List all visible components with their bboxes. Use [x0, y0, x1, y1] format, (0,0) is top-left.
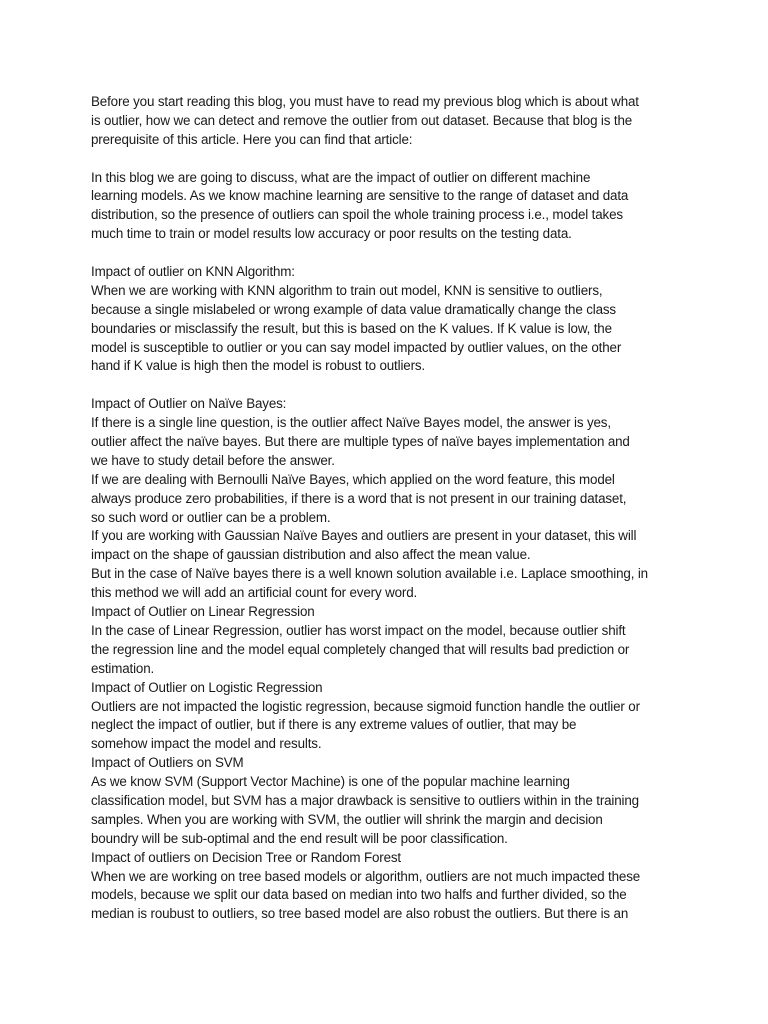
- text-line: Before you start reading this blog, you must have to read my previous blog which is about what: [91, 94, 639, 109]
- text-line: model is susceptible to outlier or you can say model impacted by outlier values, on the other: [91, 339, 622, 355]
- text-line: much time to train or model results low accuracy or poor results on the testing data.: [91, 226, 572, 242]
- text-line: somehow impact the model and results.: [91, 736, 322, 752]
- section-heading: Impact of outlier on KNN Algorithm:: [91, 264, 295, 280]
- text-line: learning models. As we know machine learning are sensitive to the range of dataset and data: [91, 188, 629, 204]
- text-line: When we are working on tree based models or algorithm, outliers are not much impacted these: [91, 868, 641, 884]
- text-line: models, because we split our data based on median into two halfs and further divided, so the: [91, 887, 627, 903]
- text-line: because a single mislabeled or wrong example of data value dramatically change the class: [91, 301, 616, 317]
- text-line: hand if K value is high then the model is robust to outliers.: [91, 358, 425, 374]
- text-line: is outlier, how we can detect and remove the outlier from out dataset. Because that blog is the: [91, 112, 633, 128]
- section-heading: Impact of Outlier on Logistic Regression: [91, 679, 323, 695]
- text-line: estimation.: [91, 660, 155, 676]
- text-line: In the case of Linear Regression, outlier has worst impact on the model, because outlier shift: [91, 622, 626, 638]
- text-line: we have to study detail before the answer.: [91, 452, 335, 468]
- text-line: samples. When you are working with SVM, the outlier will shrink the margin and decision: [91, 811, 603, 827]
- text-line: distribution, so the presence of outliers can spoil the whole training process i.e., model takes: [91, 207, 623, 223]
- blank-line: [91, 244, 686, 263]
- document-body: [91, 93, 686, 924]
- text-line: In this blog we are going to discuss, what are the impact of outlier on different machine: [91, 169, 591, 185]
- text-line: boundry will be sub-optimal and the end result will be poor classification.: [91, 830, 508, 846]
- text-line: But in the case of Naïve bayes there is a well known solution available i.e. Laplace smoothing, in: [91, 566, 648, 582]
- text-line: If you are working with Gaussian Naïve Bayes and outliers are present in your dataset, this will: [91, 528, 637, 544]
- text-line: When we are working with KNN algorithm to train out model, KNN is sensitive to outliers,: [91, 282, 603, 298]
- text-line: classification model, but SVM has a major drawback is sensitive to outliers within in the training: [91, 792, 639, 808]
- text-line: If there is a single line question, is the outlier affect Naïve Bayes model, the answer is yes,: [91, 415, 611, 431]
- text-line: this method we will add an artificial count for every word.: [91, 585, 418, 601]
- section-heading: Impact of Outlier on Naïve Bayes:: [91, 396, 287, 412]
- text-line: median is roubust to outliers, so tree based model are also robust the outliers. But there is an: [91, 906, 629, 922]
- text-line: impact on the shape of gaussian distribution and also affect the mean value.: [91, 547, 531, 563]
- text-line: As we know SVM (Support Vector Machine) is one of the popular machine learning: [91, 774, 570, 790]
- text-line: outlier affect the naïve bayes. But there are multiple types of naïve bayes implementation and: [91, 434, 630, 450]
- text-line: Outliers are not impacted the logistic regression, because sigmoid function handle the outlier or: [91, 698, 640, 714]
- text-line: prerequisite of this article. Here you can find that article:: [91, 131, 413, 147]
- text-line: boundaries or misclassify the result, but this is based on the K values. If K value is low, the: [91, 320, 612, 336]
- section-heading: Impact of outliers on Decision Tree or Random Forest: [91, 849, 401, 865]
- blank-line: [91, 150, 686, 169]
- text-line: so such word or outlier can be a problem.: [91, 509, 331, 525]
- text-line: the regression line and the model equal completely changed that will results bad prediction or: [91, 641, 630, 657]
- section-heading: Impact of Outlier on Linear Regression: [91, 604, 315, 620]
- blank-line: [91, 376, 686, 395]
- text-line: If we are dealing with Bernoulli Naïve Bayes, which applied on the word feature, this model: [91, 471, 615, 487]
- text-line: always produce zero probabilities, if there is a word that is not present in our training dataset,: [91, 490, 627, 506]
- text-line: neglect the impact of outlier, but if there is any extreme values of outlier, that may be: [91, 717, 577, 733]
- section-heading: Impact of Outliers on SVM: [91, 755, 244, 771]
